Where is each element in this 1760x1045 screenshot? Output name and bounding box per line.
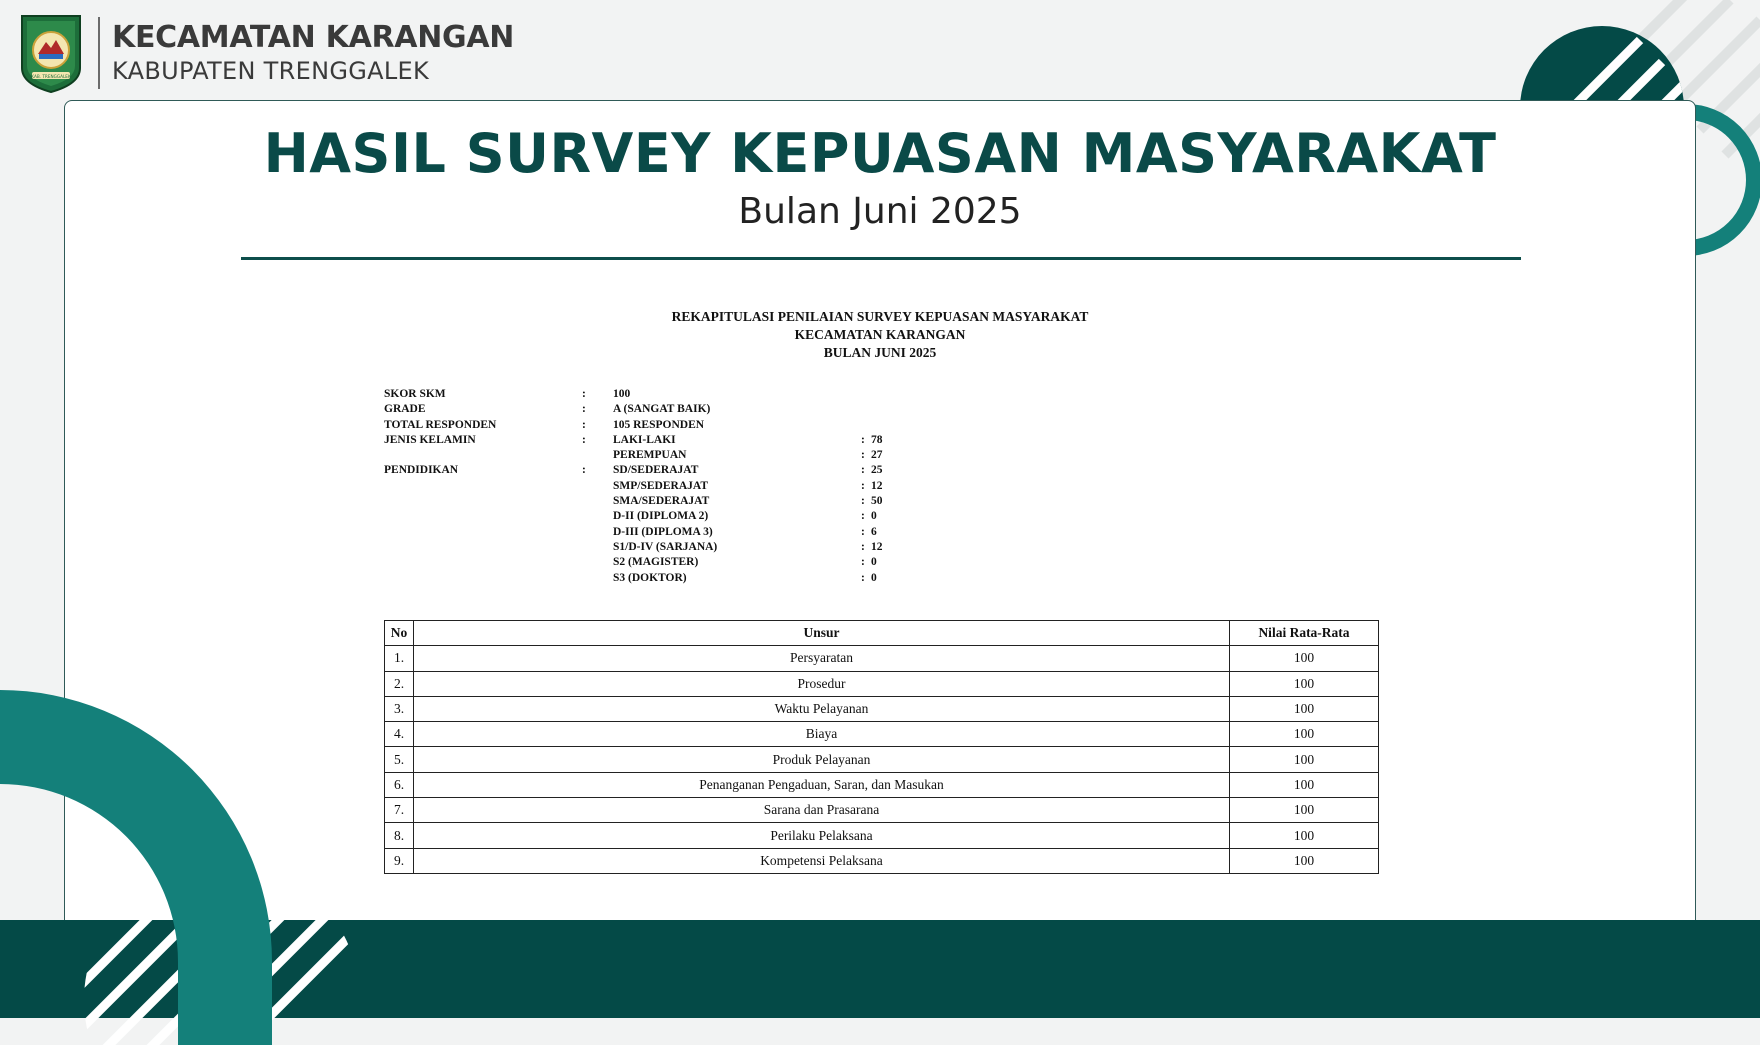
table-row [385,823,1379,848]
colon: : [861,571,865,584]
colon: : [582,418,586,431]
education-count: 25 [871,464,883,477]
row-nilai: 100 [1230,722,1379,747]
education-count: 0 [871,556,877,569]
main-title: HASIL SURVEY KEPUASAN MASYARAKAT [263,122,1497,185]
colon: : [582,464,586,477]
table-row [385,798,1379,823]
header-title: KECAMATAN KARANGAN [112,20,515,55]
summary-value: 105 RESPONDEN [613,418,705,431]
colon: : [861,479,865,492]
row-nilai: 100 [1230,848,1379,873]
table-row [385,848,1379,873]
colon: : [582,433,586,446]
table-row [385,747,1379,772]
education-name: D-II (DIPLOMA 2) [613,510,709,523]
education-name: SMA/SEDERAJAT [613,495,710,508]
colon: : [861,525,865,538]
row-nilai: 100 [1230,747,1379,772]
row-no: 7. [385,798,414,823]
education-name: S2 (MAGISTER) [613,556,699,569]
colon: : [861,464,865,477]
table-row [385,722,1379,747]
document-heading-line: KECAMATAN KARANGAN [794,327,966,342]
row-unsur: Penanganan Pengaduan, Saran, dan Masukan [414,772,1230,797]
sub-title: Bulan Juni 2025 [738,191,1022,232]
row-no: 3. [385,696,414,721]
summary-label: TOTAL RESPONDEN [384,418,497,431]
education-name: S1/D-IV (SARJANA) [613,540,718,553]
header-subtitle: KABUPATEN TRENGGALEK [112,57,430,85]
colon: : [861,540,865,553]
colon: : [582,388,586,400]
table-row [385,646,1379,671]
colon: : [861,556,865,569]
education-count: 50 [871,495,883,508]
row-unsur: Sarana dan Prasarana [414,798,1230,823]
row-unsur: Prosedur [414,671,1230,696]
row-no: 8. [385,823,414,848]
bottom-left-decoration [0,690,380,1045]
header-unsur: Unsur [414,621,1230,646]
row-unsur: Biaya [414,722,1230,747]
gender-name: PEREMPUAN [613,449,687,462]
table-row [385,772,1379,797]
education-name: SMP/SEDERAJAT [613,479,708,492]
row-nilai: 100 [1230,823,1379,848]
education-name: S3 (DOKTOR) [613,571,687,584]
colon: : [861,433,865,446]
header-nilai: Nilai Rata-Rata [1230,621,1379,646]
table-header-row [385,621,1379,646]
summary-value: 100 [613,388,631,400]
gender-count: 27 [871,449,883,462]
row-nilai: 100 [1230,671,1379,696]
colon: : [582,403,586,416]
education-label: PENDIDIKAN [384,464,459,477]
row-nilai: 100 [1230,798,1379,823]
summary-label: GRADE [384,403,426,416]
row-no: 6. [385,772,414,797]
education-count: 6 [871,525,877,538]
education-count: 12 [871,479,883,492]
gender-label: JENIS KELAMIN [384,433,476,446]
title-divider [241,257,1521,260]
document-heading-line: REKAPITULASI PENILAIAN SURVEY KEPUASAN MASYARAKAT [671,309,1089,324]
education-count: 0 [871,571,877,584]
row-nilai: 100 [1230,646,1379,671]
row-nilai: 100 [1230,696,1379,721]
row-unsur: Perilaku Pelaksana [414,823,1230,848]
svg-text:KAB. TRENGGALEK: KAB. TRENGGALEK [31,74,71,79]
score-table [384,620,1379,874]
education-name: SD/SEDERAJAT [613,464,699,477]
row-unsur: Kompetensi Pelaksana [414,848,1230,873]
education-name: D-III (DIPLOMA 3) [613,525,713,538]
row-unsur: Persyaratan [414,646,1230,671]
row-unsur: Waktu Pelayanan [414,696,1230,721]
table-row [385,671,1379,696]
row-nilai: 100 [1230,772,1379,797]
education-count: 12 [871,540,883,553]
colon: : [861,495,865,508]
colon: : [861,449,865,462]
row-no: 4. [385,722,414,747]
education-count: 0 [871,510,877,523]
colon: : [861,510,865,523]
gender-count: 78 [871,433,883,446]
site-header [18,12,514,94]
header-no: No [385,621,414,646]
trenggalek-logo [18,12,84,94]
gender-name: LAKI-LAKI [613,433,676,446]
row-no: 9. [385,848,414,873]
document-heading [65,308,1695,362]
row-no: 2. [385,671,414,696]
row-unsur: Produk Pelayanan [414,747,1230,772]
table-row [385,696,1379,721]
summary-label: SKOR SKM [384,388,446,400]
header-divider [98,17,100,89]
summary-value: A (SANGAT BAIK) [613,403,711,416]
row-no: 5. [385,747,414,772]
document-heading-line: BULAN JUNI 2025 [823,345,937,360]
row-no: 1. [385,646,414,671]
